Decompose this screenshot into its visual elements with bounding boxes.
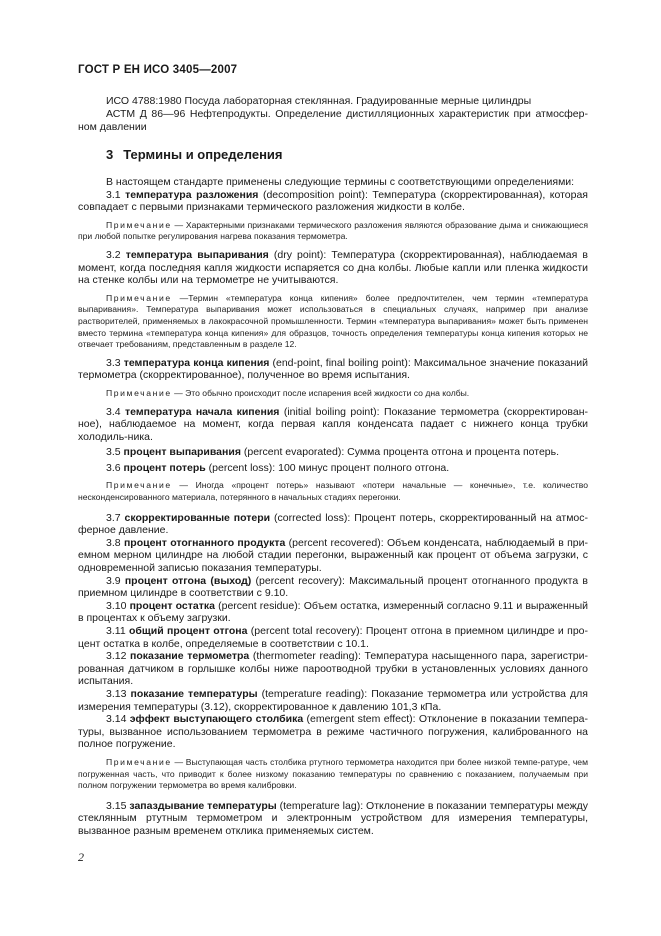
term-definition: (percent loss): 100 минус процент полного отгона. [205, 461, 450, 474]
term-number: 3.14 [106, 713, 127, 726]
note-2 [78, 293, 588, 351]
term-3-9 [78, 575, 588, 600]
note-5 [78, 757, 588, 792]
term-3-12 [78, 650, 588, 688]
term-name: температура выпаривания [125, 248, 269, 261]
page-number: 2 [78, 850, 84, 864]
term-number: 3.3 [106, 356, 121, 369]
term-definition: (percent residue): Объем остатка, измеренный согласно 9.11 и выраженный в процентах к объему загрузки. [78, 599, 588, 625]
document-header: ГОСТ Р ЕН ИСО 3405—2007 [78, 64, 238, 76]
term-definition: (percent recovery): Максимальный процент отогнанного продукта в приемном цилиндре в соответствии с 9.10. [78, 574, 589, 600]
term-name: температура разложения [125, 188, 259, 201]
term-number: 3.9 [106, 574, 121, 587]
term-definition: (dry point): Температура (скорректированная), наблюдаемая в момент, когда последняя капля жидкости испаряется со дна колбы. Любые капли или пленка жидкости на стенке колбы или на термометре не учитываются. [78, 248, 589, 287]
term-3-6 [78, 462, 588, 475]
term-definition: (decomposition point): Температура (скорректированная), которая совпадает с первыми признаками термического разложения жидкости в колбе. [78, 188, 588, 214]
term-number: 3.12 [106, 650, 127, 663]
term-number: 3.2 [106, 248, 121, 261]
term-name: эффект выступающего столбика [129, 713, 304, 726]
term-number: 3.11 [106, 625, 126, 637]
term-3-1 [78, 189, 588, 214]
term-3-2 [78, 249, 588, 287]
term-number: 3.7 [106, 511, 121, 524]
reference-item: ИСО 4788:1980 Посуда лабораторная стеклянная. Градуированные мерные цилиндры [106, 95, 532, 107]
term-3-5 [78, 446, 588, 459]
term-name: показание температуры [130, 687, 258, 700]
term-3-7 [78, 512, 588, 537]
reference-item: АСТМ Д 86—96 Нефтепродукты. Определение дистилляционных характеристик при атмосфер-ном давлении [78, 108, 588, 133]
section-number: 3 [106, 147, 114, 162]
terms-body [78, 176, 588, 838]
term-definition: (emergent stem effect): Отклонение в показании темпера-туры, вызванное использованием термометра в режиме частичного погружения, калиброванного на полное погружение. [78, 713, 588, 751]
term-name: процент выпаривания [123, 446, 241, 459]
term-3-15 [78, 800, 588, 838]
note-text: — Иногда «процент потерь» называют «потери начальные — конечные», т.е. количество несконденсированного материала, потерянного в начальных стадиях перегонки. [78, 480, 588, 503]
term-number: 3.1 [106, 188, 121, 201]
term-definition: (percent total recovery): Процент отгона в приемном цилиндре и про-цент остатка в колбе, определяемые в соответствии с 10.1. [78, 625, 588, 650]
note-text: — Характерными признаками термического разложения являются образование дыма и снижающиеся при любой попытке регулирования нагрева показания термометра. [78, 219, 589, 242]
term-number: 3.10 [106, 599, 127, 612]
term-3-14 [78, 713, 588, 751]
term-number: 3.6 [106, 461, 121, 474]
term-number: 3.15 [106, 799, 127, 812]
note-label: Примечание [106, 480, 172, 491]
note-text: — Это обычно происходит после испарения всей жидкости со дна колбы. [174, 387, 470, 398]
note-text: — Выступающая часть столбика ртутного термометра находится при более низкой темпе-ратуре, чем погруженная часть, что приводит к более низкому показанию температуры по сравнению с показанием, получаемым при полном погружении термометра во время калибровки. [78, 756, 588, 791]
normative-references [78, 95, 588, 134]
note-1 [78, 220, 588, 243]
note-text: —Термин «температура конца кипения» более предпочтителен, чем термин «температура выпаривания». Температура выпаривания может использоваться в специальных случаях, например при анализе растворителей, применяемых в лакокрасочной промышленности. Термин «температура выпаривания» может быть применен вместо термина «температура конца кипения» для образцов, точность определения температуры конца кипения которых не отвечает требованиям, представленным в разделе 12. [78, 292, 588, 350]
term-3-11 [78, 625, 588, 650]
term-definition: (percent recovered): Объем конденсата, наблюдаемый в при-емном мерном цилиндре на любой стадии перегонки, выраженный как процент от объема загрузки, с одновременной записью показания температуры. [78, 536, 589, 575]
note-4 [78, 480, 588, 503]
note-3 [78, 388, 588, 400]
note-label: Примечание [106, 292, 172, 303]
term-definition: (thermometer reading): Температура насыщенного пара, зарегистри-рованная датчиком в горлышке колбы ниже пароотводной трубки в установленных условиях данного испытания. [78, 650, 588, 688]
term-name: процент потерь [123, 461, 206, 474]
term-name: показание термометра [130, 650, 250, 663]
term-number: 3.8 [106, 536, 121, 549]
note-label: Примечание [106, 756, 172, 767]
term-3-8 [78, 537, 588, 575]
term-definition: (percent evaporated): Сумма процента отгона и процента потерь. [240, 446, 560, 459]
section-title: Термины и определения [123, 147, 283, 162]
term-3-3 [78, 357, 588, 382]
note-label: Примечание [106, 219, 172, 230]
term-number: 3.4 [106, 405, 121, 418]
term-name: температура конца кипения [123, 356, 270, 369]
term-name: температура начала кипения [125, 405, 280, 418]
term-name: процент отогнанного продукта [123, 536, 286, 549]
term-name: скорректированные потери [124, 511, 271, 524]
term-3-4 [78, 406, 588, 444]
term-definition: (temperature lag): Отклонение в показании температуры между стеклянным ртутным термометром и электронным устройством для измерения температуры, вызванное разным временем отклика применяемых систем. [78, 799, 589, 837]
term-definition: (temperature reading): Показание термометра или устройства для измерения температуры (3.12), скорректированное к давлению 101,3 кПа. [78, 687, 588, 713]
term-definition: (end-point, final boiling point): Максимальное значение показаний термометра (скорректированное), полученное во время испытания. [78, 356, 588, 382]
intro-paragraph: В настоящем стандарте применены следующие термины с соответствующими определениями: [106, 176, 575, 188]
note-label: Примечание [106, 387, 172, 398]
term-3-10 [78, 600, 588, 625]
term-definition: (initial boiling point): Показание термометра (скорректирован-ное), наблюдаемое на момент, когда первая капля конденсата падает с нижнего конца трубки холодиль-ника. [78, 405, 588, 443]
term-number: 3.5 [106, 446, 121, 459]
term-number: 3.13 [106, 687, 127, 700]
term-name: процент отгона (выход) [124, 574, 252, 587]
term-name: процент остатка [129, 599, 215, 612]
term-name: запаздывание температуры [129, 799, 277, 812]
term-name: общий процент отгона [129, 625, 248, 637]
term-definition: (corrected loss): Процент потерь, скорректированный на атмос-ферное давление. [78, 511, 588, 537]
term-3-13 [78, 688, 588, 713]
section-heading [106, 147, 283, 162]
